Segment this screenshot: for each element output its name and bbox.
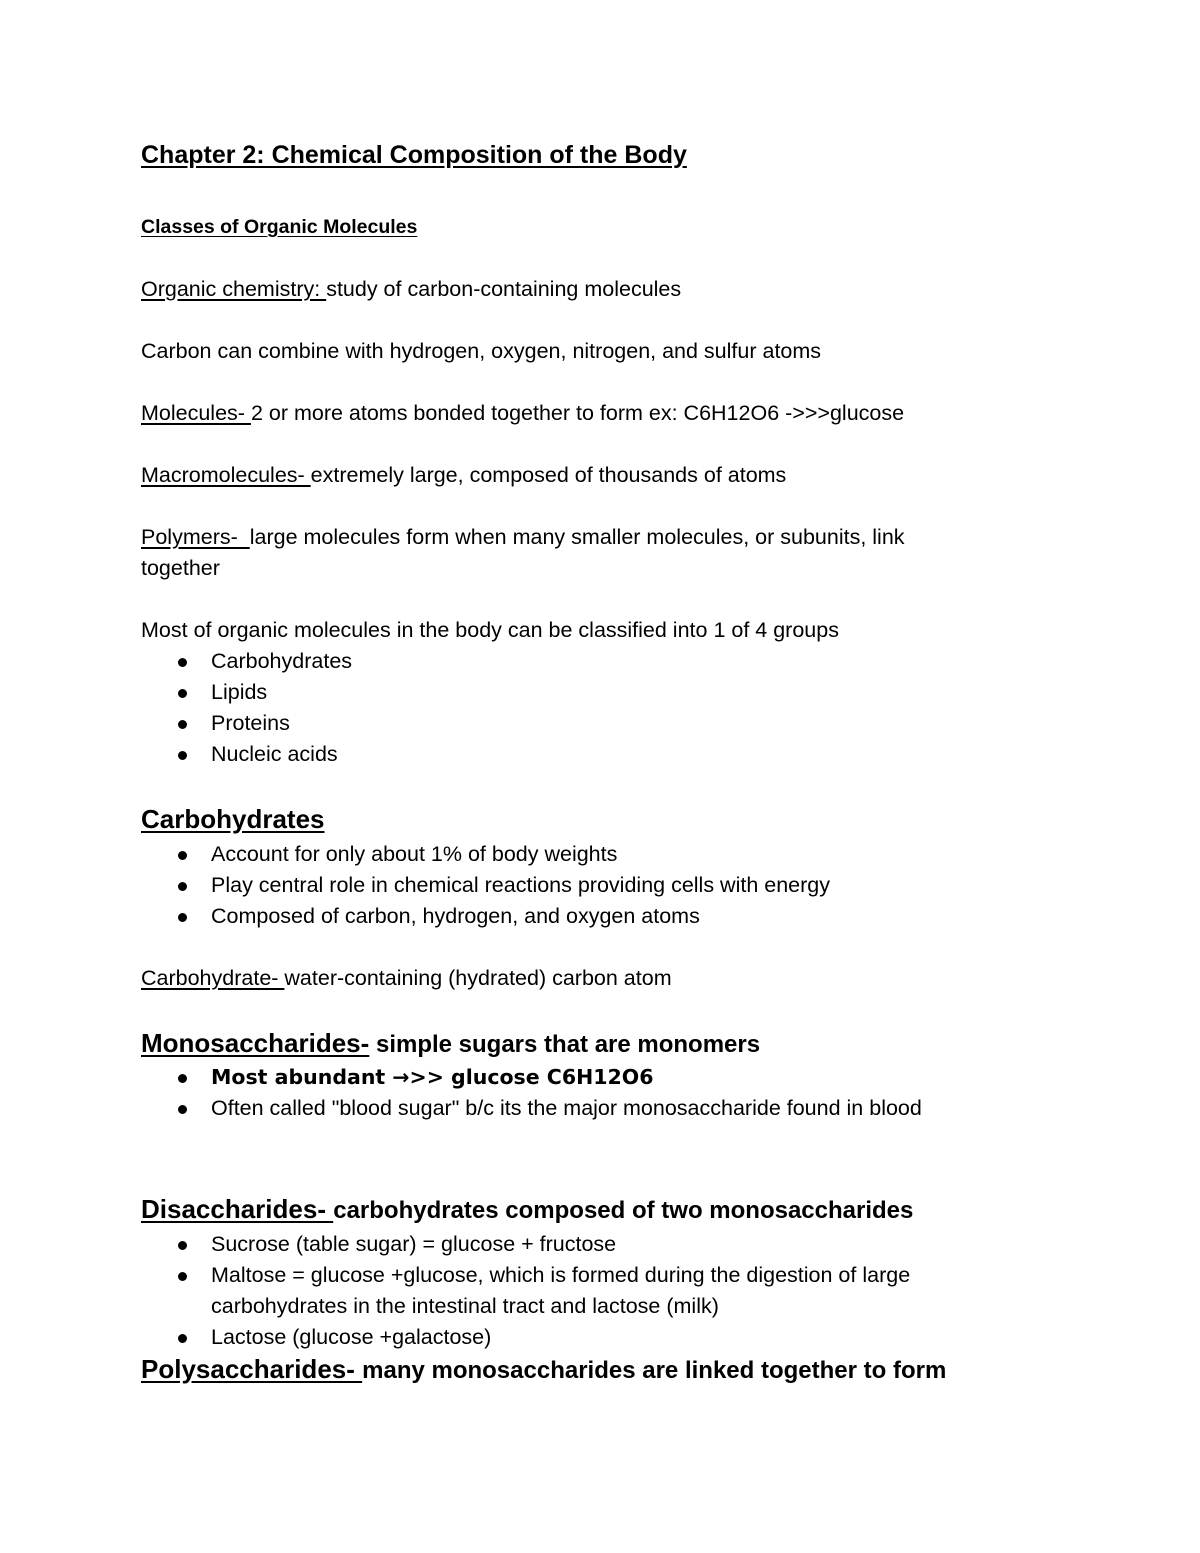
molecules-text: 2 or more atoms bonded together to form ex: C6H12O6 ->>>glucose	[250, 401, 905, 425]
bullet-dot-icon	[178, 882, 187, 891]
list-item: Proteins	[211, 708, 290, 739]
organic-chemistry-definition	[141, 274, 681, 305]
monosaccharides-text: simple sugars that are monomers	[369, 1031, 761, 1058]
groups-intro: Most of organic molecules in the body can be classified into 1 of 4 groups	[141, 618, 839, 642]
polymers-text-continued: together	[141, 556, 220, 580]
list-item: Nucleic acids	[211, 739, 338, 770]
list-item: Lipids	[211, 677, 267, 708]
carbohydrates-heading: Carbohydrates	[141, 804, 325, 834]
bullet-dot-icon	[178, 851, 187, 860]
list-item: Carbohydrates	[211, 646, 352, 677]
disaccharides-heading	[141, 1194, 913, 1226]
macromolecules-definition	[141, 460, 786, 491]
carbohydrate-definition	[141, 963, 672, 994]
carbon-combine-line: Carbon can combine with hydrogen, oxygen, nitrogen, and sulfur atoms	[141, 339, 822, 363]
organic-chemistry-text: study of carbon-containing molecules	[326, 277, 682, 301]
polysaccharides-term: Polysaccharides-	[141, 1354, 363, 1384]
macromolecules-term: Macromolecules-	[141, 463, 311, 487]
bullet-dot-icon	[178, 1074, 187, 1083]
list-item-continued: carbohydrates in the intestinal tract and lactose (milk)	[211, 1294, 719, 1318]
polysaccharides-heading	[141, 1354, 946, 1386]
bullet-dot-icon	[178, 1105, 187, 1114]
disaccharides-text: carbohydrates composed of two monosaccharides	[333, 1197, 914, 1224]
bullet-dot-icon	[178, 913, 187, 922]
page-title: Chapter 2: Chemical Composition of the Body	[141, 141, 687, 169]
list-item: Account for only about 1% of body weights	[211, 839, 617, 870]
carbohydrate-text: water-containing (hydrated) carbon atom	[284, 966, 672, 990]
molecules-term: Molecules-	[141, 401, 251, 425]
list-item: Lactose (glucose +galactose)	[211, 1322, 491, 1353]
section-heading: Classes of Organic Molecules	[141, 216, 418, 238]
list-item: Composed of carbon, hydrogen, and oxygen atoms	[211, 901, 700, 932]
list-item: Sucrose (table sugar) = glucose + fructose	[211, 1229, 616, 1260]
list-item: Often called "blood sugar" b/c its the major monosaccharide found in blood	[211, 1093, 922, 1124]
list-item: Play central role in chemical reactions providing cells with energy	[211, 870, 830, 901]
disaccharides-term: Disaccharides-	[141, 1194, 334, 1224]
bullet-dot-icon	[178, 720, 187, 729]
carbohydrate-term: Carbohydrate-	[141, 966, 285, 990]
list-item: Maltose = glucose +glucose, which is formed during the digestion of large	[211, 1260, 910, 1291]
macromolecules-text: extremely large, composed of thousands of atoms	[310, 463, 787, 487]
list-item: Most abundant →>> glucose C6H12O6	[211, 1062, 653, 1093]
polymers-term: Polymers-	[141, 525, 250, 549]
bullet-dot-icon	[178, 1241, 187, 1250]
molecules-definition	[141, 398, 904, 429]
polysaccharides-text: many monosaccharides are linked together to form	[362, 1357, 947, 1384]
polymers-definition	[141, 522, 905, 553]
bullet-dot-icon	[178, 751, 187, 760]
bullet-dot-icon	[178, 658, 187, 667]
bullet-dot-icon	[178, 689, 187, 698]
bullet-dot-icon	[178, 1272, 187, 1281]
organic-chemistry-term: Organic chemistry:	[141, 277, 327, 301]
bullet-dot-icon	[178, 1334, 187, 1343]
monosaccharides-heading	[141, 1028, 760, 1060]
polymers-text: large molecules form when many smaller molecules, or subunits, link	[249, 525, 905, 549]
monosaccharides-term: Monosaccharides-	[141, 1028, 370, 1058]
